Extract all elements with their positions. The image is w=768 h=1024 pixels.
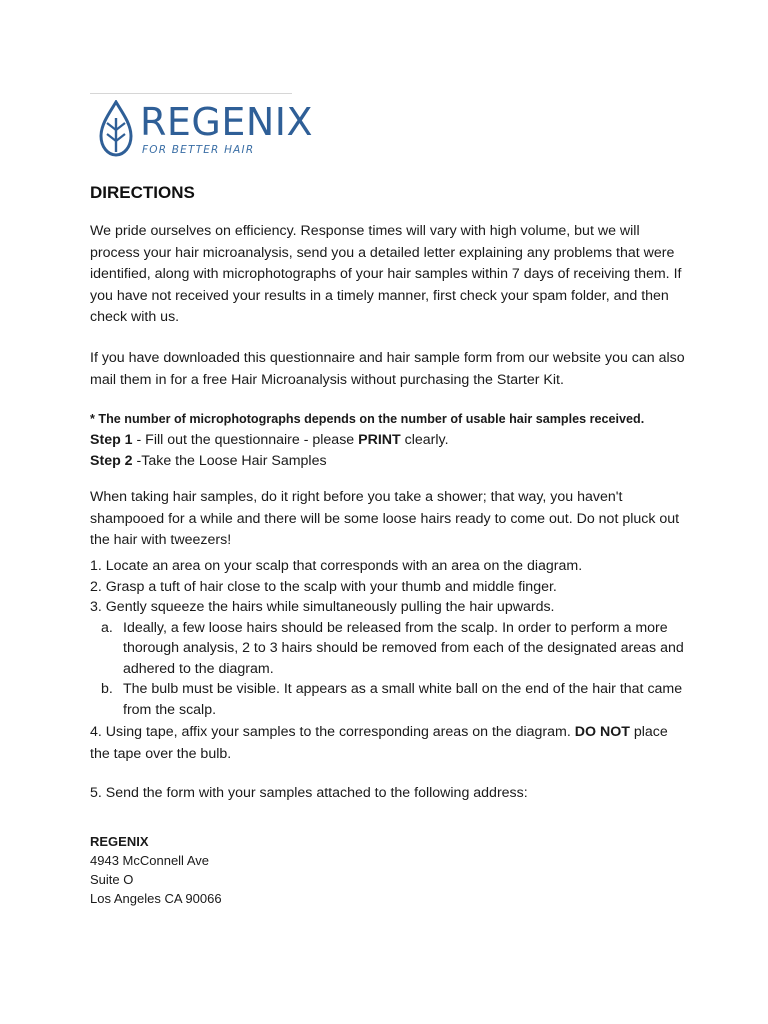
address-line: Los Angeles CA 90066 (90, 891, 222, 906)
address-line: Suite O (90, 872, 134, 887)
page-title: DIRECTIONS (90, 183, 195, 202)
instruction-item: 3. Gently squeeze the hairs while simultaneously pulling the hair upwards. (90, 599, 555, 615)
sub-instruction-item (90, 679, 686, 720)
sub-instruction-list (90, 618, 686, 721)
sub-item-label: b. (101, 681, 113, 697)
sampling-paragraph: When taking hair samples, do it right before you take a shower; that way, you haven't shampooed for a while and there will be some loose hairs ready to come out. Do not pluck out the hair with tweezers! (90, 489, 680, 548)
step-1-emphasis: PRINT (358, 432, 401, 448)
address-line: 4943 McConnell Ave (90, 853, 210, 868)
step-2 (90, 451, 686, 472)
address-name: REGENIX (90, 834, 149, 849)
logo-tagline: FOR BETTER HAIR (142, 144, 255, 156)
logo-wordmark: REGENIX (140, 100, 314, 144)
instruction-item: 1. Locate an area on your scalp that corresponds with an area on the diagram. (90, 558, 583, 574)
microphotograph-note: * The number of microphotographs depends on the number of usable hair samples received. (90, 412, 645, 426)
logo-rule (90, 93, 292, 94)
step-4-text: 4. Using tape, affix your samples to the corresponding areas on the diagram. (90, 724, 575, 740)
sub-item-label: a. (101, 619, 113, 636)
sub-instruction-item (90, 618, 686, 680)
step-1 (90, 430, 686, 451)
sub-item-text: The bulb must be visible. It appears as a small white ball on the end of the hair that came from the scalp. (123, 681, 683, 718)
intro-paragraph: We pride ourselves on efficiency. Response times will vary with high volume, but we will process your hair microanalysis, send you a detailed letter explaining any problems that were identified, along with microphotographs of your hair samples within 7 days of receiving them. If you have not received your results in a timely manner, first check your spam folder, and then check with us. (90, 223, 682, 325)
step-2-label: Step 2 (90, 453, 133, 469)
download-paragraph: If you have downloaded this questionnaire and hair sample form from our website you can also mail them in for a free Hair Microanalysis without purchasing the Starter Kit. (90, 350, 685, 388)
step-1-text: - Fill out the questionnaire - please (132, 432, 359, 448)
instruction-list (90, 556, 686, 720)
step-5: 5. Send the form with your samples attached to the following address: (90, 785, 528, 801)
step-1-text-end: clearly. (400, 432, 449, 448)
step-4 (90, 722, 686, 765)
brand-logo (98, 100, 314, 160)
step-4-emphasis: DO NOT (574, 724, 630, 740)
step-2-text: -Take the Loose Hair Samples (132, 453, 327, 469)
mailing-address (90, 832, 222, 908)
step-1-label: Step 1 (90, 432, 133, 448)
leaf-drop-icon (98, 100, 134, 158)
step-4-text-end: place the tape over the bulb. (90, 724, 668, 762)
steps-intro (90, 409, 686, 472)
sub-item-text: Ideally, a few loose hairs should be released from the scalp. In order to perform a more thorough analysis, 2 to 3 hairs should be removed from each of the designated areas and adhered to the diagram. (123, 619, 684, 677)
instruction-item: 2. Grasp a tuft of hair close to the scalp with your thumb and middle finger. (90, 578, 557, 595)
